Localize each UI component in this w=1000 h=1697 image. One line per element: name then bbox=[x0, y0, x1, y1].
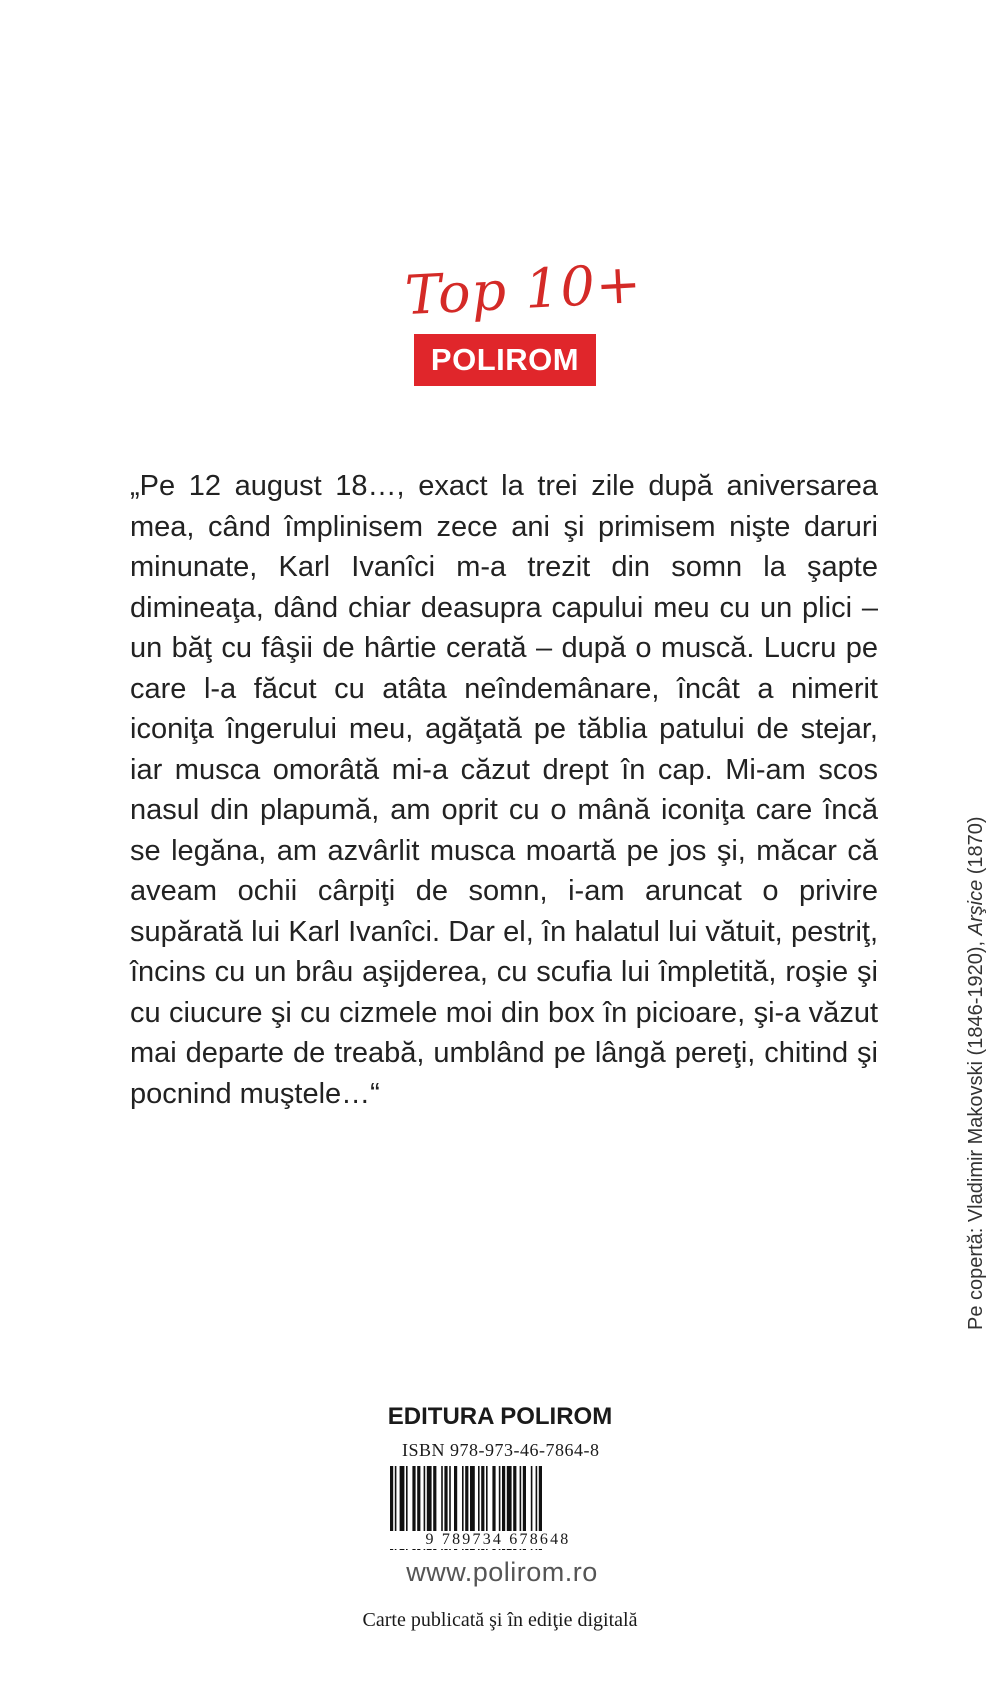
cover-credit-prefix: Pe copertă: Vladimir Makovski (1846-1920), bbox=[965, 935, 987, 1330]
barcode-digits: 9 789734 678648 bbox=[386, 1531, 610, 1549]
cover-credit bbox=[965, 730, 988, 1330]
series-logo: Top 10+ bbox=[403, 251, 644, 328]
book-excerpt: „Pe 12 august 18…, exact la trei zile după aniversarea mea, când împlinisem zece ani şi primisem nişte daruri minunate, Karl Ivanîci m-a trezit din somn la şapte dimineaţa, dând chiar deasupra capului meu cu un plici – un băţ cu fâşii de hârtie cerată – după o muscă. Lucru pe care l-a făcut cu atâta neîndemânare, încât a nimerit iconiţa îngerului meu, agăţată pe tăblia patului de stejar, iar musca omorâtă mi-a căzut drept în cap. Mi-am scos nasul din plapumă, am oprit cu o mână iconiţa care încă se legăna, am azvârlit musca moartă pe jos şi, măcar că aveam ochii cârpiţi de somn, i-am aruncat o privire supărată lui Karl Ivanîci. Dar el, în halatul lui vătuit, pestriţ, încins cu un brâu aşijderea, cu scufia lui împletită, roşie şi cu ciucure şi cu cizmele moi din box în picioare, şi-a văzut mai departe de treabă, umblând pe lângă pereţi, chitind şi pocnind muştele…“ bbox=[130, 470, 878, 1110]
cover-credit-title: Arşice bbox=[965, 879, 987, 936]
isbn-number: ISBN 978-973-46-7864-8 bbox=[402, 1440, 600, 1460]
digital-edition-note: Carte publicată şi în ediţie digitală bbox=[362, 1609, 638, 1631]
cover-credit-suffix: (1870) bbox=[965, 816, 987, 880]
publisher-name: EDITURA POLIROM bbox=[387, 1403, 613, 1430]
publisher-badge: POLIROM bbox=[414, 334, 596, 386]
website-link[interactable]: www.polirom.ro bbox=[406, 1557, 598, 1587]
